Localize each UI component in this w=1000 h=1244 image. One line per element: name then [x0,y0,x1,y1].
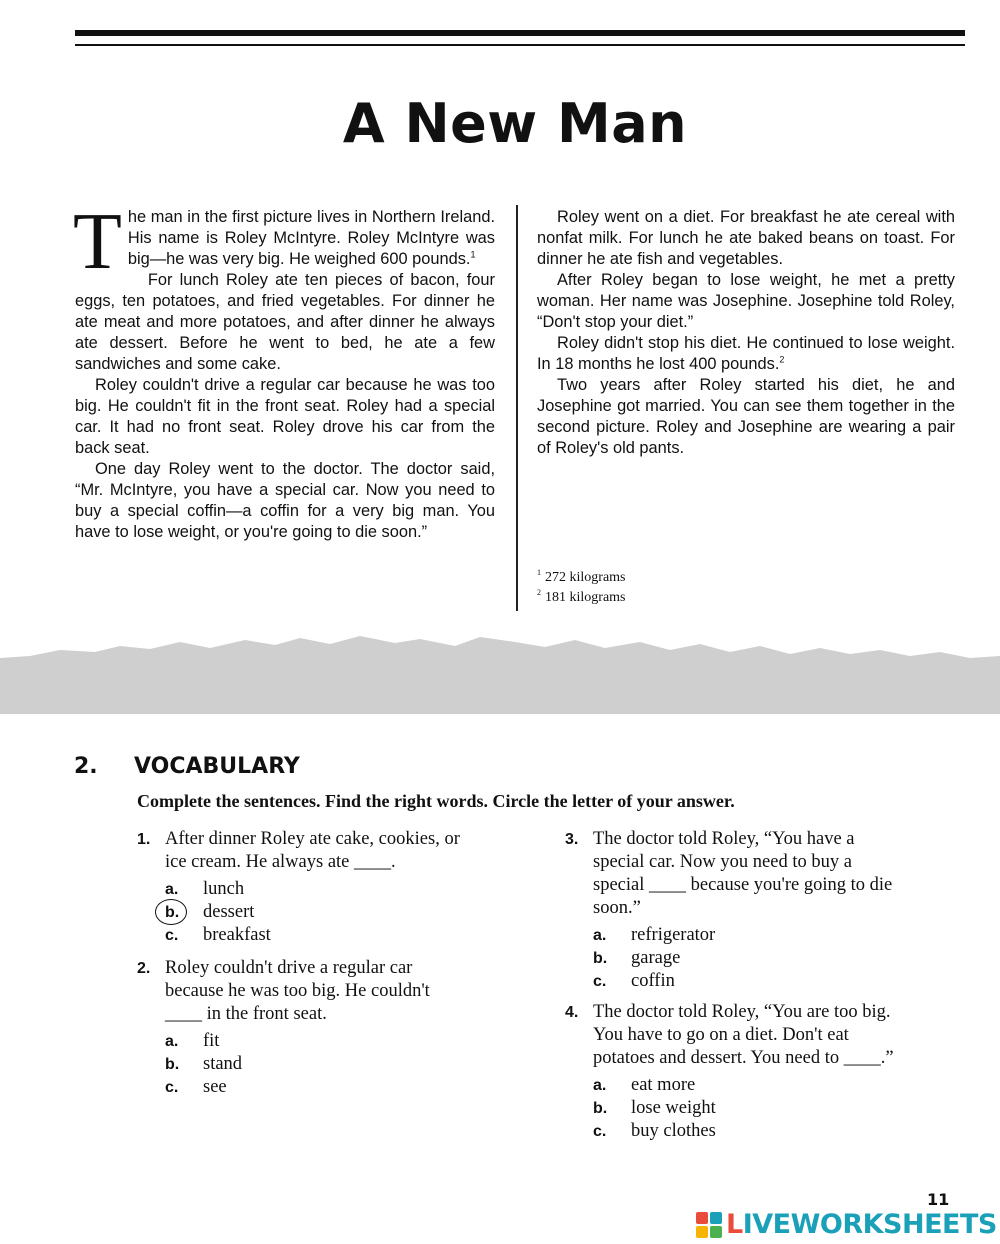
question-line: The doctor told Roley, “You are too big. [593,1002,891,1022]
answer-option[interactable] [137,1030,537,1053]
question-number: 1. [137,831,151,848]
option-letter: a. [593,927,607,944]
option-text: buy clothes [631,1121,716,1141]
answer-option[interactable] [137,1076,537,1099]
question-line: The doctor told Roley, “You have a [593,829,855,849]
brand-name: IVEWORKSHEETS [742,1209,997,1240]
story-paragraph: Roley went on a diet. For breakfast he ate cereal with nonfat milk. For lunch he ate baked beans on toast. For dinner he ate fish and vegetables. [537,208,955,268]
answer-option-selected[interactable] [137,901,537,924]
story-paragraph: For lunch Roley ate ten pieces of bacon, four eggs, ten potatoes, and fried vegetables. For dinner he ate meat and more potatoes, and after dinner he always ate dessert. Before he went to bed, he ate a few sandwiches and some cake. [75,271,495,373]
brand-initial: L [726,1209,743,1240]
liveworksheets-logo-icon [696,1212,722,1238]
question-line: potatoes and dessert. You need to ____.” [593,1048,894,1068]
question-line: special ____ because you're going to die [593,875,893,895]
option-letter-circled: b. [165,901,179,924]
question-line: You have to go on a diet. Don't eat [593,1025,849,1045]
option-text: stand [203,1054,243,1074]
answer-option[interactable] [565,1097,965,1120]
story-paragraph: The man in the first picture lives in Northern Ireland. His name is Roley McIntyre. Roley McIntyre was big—he was very big. He weighed 600 pounds.$^1$ [73,198,495,286]
option-letter: a. [593,1077,607,1094]
answer-option[interactable] [137,878,537,901]
story-paragraph: Two years after Roley started his diet, he and Josephine got married. You can see them together in the second picture. Roley and Josephine are wearing a pair of Roley's old pants. [537,376,955,457]
option-text: refrigerator [631,925,716,945]
option-text: fit [203,1031,220,1051]
footnote-ref: 1 [470,249,476,260]
option-text: dessert [203,902,255,922]
story-column-right [537,207,955,459]
footnote-ref: 2 [779,354,785,365]
question-2 [137,957,537,1099]
footnote: $^1$ 272 kilograms [537,568,626,585]
header-rule-thin [75,44,965,46]
question-1 [137,828,537,947]
option-letter: b. [593,1100,608,1117]
option-text: breakfast [203,925,271,945]
option-text: lunch [203,879,245,899]
question-number: 4. [565,1004,579,1021]
option-text: coffin [631,971,675,991]
option-text: see [203,1077,227,1097]
section-title: VOCABULARY [134,754,300,779]
option-letter: b. [593,950,608,967]
question-number: 2. [137,960,151,977]
answer-option[interactable] [137,924,537,947]
header-rule-thick [75,30,965,36]
answer-option[interactable] [565,970,965,993]
question-line: After dinner Roley ate cake, cookies, or [165,829,460,849]
question-number: 3. [565,831,579,848]
option-letter: c. [593,973,607,990]
footnote: $^2$ 181 kilograms [537,588,626,605]
story-column-left [73,198,495,543]
answer-option[interactable] [565,947,965,970]
question-line: because he was too big. He couldn't [165,981,430,1001]
page-title: A New Man [342,92,688,155]
option-letter: b. [165,1056,180,1073]
answer-option[interactable] [137,1053,537,1076]
instructions: Complete the sentences. Find the right words. Circle the letter of your answer. [137,791,735,811]
footnotes [537,568,626,608]
option-letter: a. [165,881,179,898]
option-letter: c. [165,927,179,944]
answer-option[interactable] [565,924,965,947]
page-number: 11 [927,1190,950,1209]
answer-option[interactable] [565,1074,965,1097]
option-text: garage [631,948,681,968]
question-line: ____ in the front seat. [165,1004,327,1024]
story-paragraph: Roley didn't stop his diet. He continued to lose weight. In 18 months he lost 400 pounds.$^2$ [537,334,955,373]
story-paragraph: After Roley began to lose weight, he met a pretty woman. Her name was Josephine. Josephine told Roley, “Don't stop your diet.” [537,271,955,331]
question-4 [565,1001,965,1143]
question-line: ice cream. He always ate ____. [165,852,396,872]
question-line: soon.” [593,898,641,918]
story-paragraph: One day Roley went to the doctor. The doctor said, “Mr. McIntyre, you have a special car. Now you need to buy a special coffin—a coffin for a very big man. You have to lose weight, or you're going to die soon.” [75,460,495,541]
section-heading [74,754,300,779]
question-line: special car. Now you need to buy a [593,852,852,872]
option-text: eat more [631,1075,696,1095]
question-3 [565,828,965,993]
column-divider [516,205,518,611]
drop-cap: T [73,198,122,286]
answer-option[interactable] [565,1120,965,1143]
section-number: 2. [74,754,98,779]
mountain-divider-graphic [0,628,1000,714]
option-text: lose weight [631,1098,716,1118]
story-paragraph: Roley couldn't drive a regular car because he was too big. He couldn't fit in the front seat. Roley had a special car. It had no front seat. Roley drove his car from the back seat. [75,376,495,457]
option-letter: c. [593,1123,607,1140]
option-letter: c. [165,1079,179,1096]
option-letter: a. [165,1033,179,1050]
question-line: Roley couldn't drive a regular car [165,958,413,978]
liveworksheets-brand[interactable] [696,1209,997,1240]
